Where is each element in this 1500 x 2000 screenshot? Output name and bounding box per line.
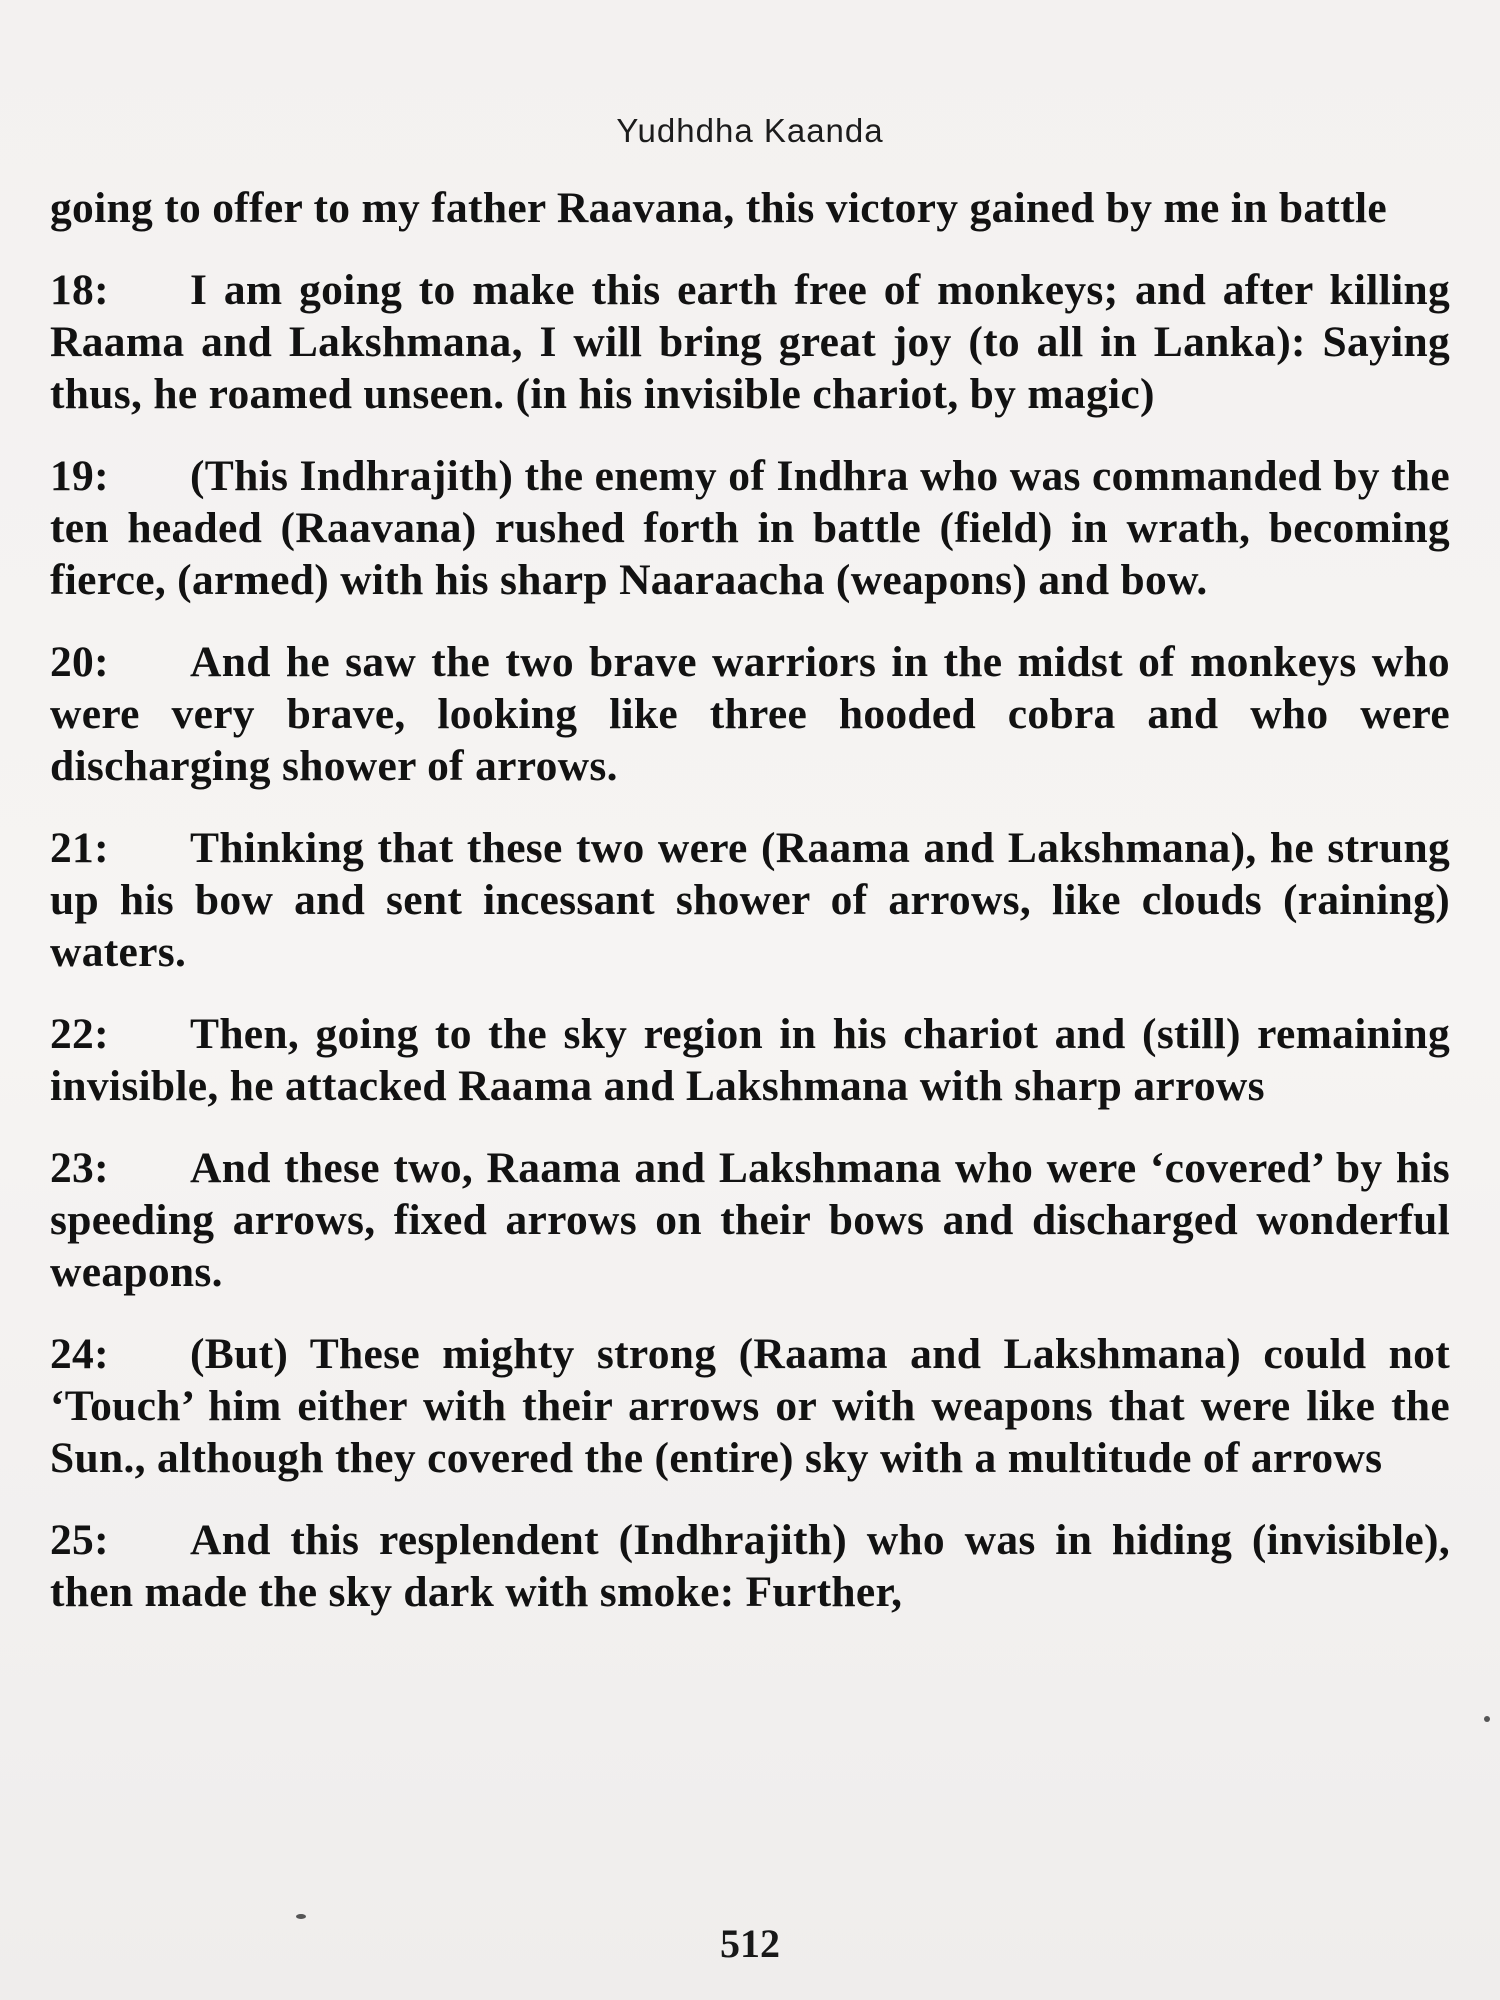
verse-24	[50, 1328, 1450, 1484]
verse-number: 21:	[50, 824, 109, 872]
verse-number: 25:	[50, 1516, 109, 1564]
paragraph-text: going to offer to my father Raavana, this victory gained by me in battle	[50, 184, 1387, 232]
verse-number: 24:	[50, 1330, 109, 1378]
verse-25	[50, 1514, 1450, 1618]
verse-number: 18:	[50, 266, 109, 314]
verse-text: And these two, Raama and Lakshmana who were ‘covered’ by his speeding arrows, fixed arrows on their bows and discharged wonderful weapons.	[50, 1144, 1450, 1296]
verse-text: And he saw the two brave warriors in the midst of monkeys who were very brave, looking like three hooded cobra and who were discharging shower of arrows.	[50, 638, 1450, 790]
verse-text: I am going to make this earth free of monkeys; and after killing Raama and Lakshmana, I will bring great joy (to all in Lanka): Saying thus, he roamed unseen. (in his invisible chariot, by magic)	[50, 266, 1450, 418]
verse-text: And this resplendent (Indhrajith) who was in hiding (invisible), then made the sky dark with smoke: Further,	[50, 1516, 1450, 1616]
verse-text: Thinking that these two were (Raama and Lakshmana), he strung up his bow and sent incessant shower of arrows, like clouds (raining) waters.	[50, 824, 1450, 976]
verse-number: 22:	[50, 1010, 109, 1058]
verse-18	[50, 264, 1450, 420]
verse-number: 19:	[50, 452, 109, 500]
verse-text: (But) These mighty strong (Raama and Lakshmana) could not ‘Touch’ him either with their arrows or with weapons that were like the Sun., although they covered the (entire) sky with a multitude of arrows	[50, 1330, 1450, 1482]
ink-speck	[1484, 1716, 1490, 1722]
verse-23	[50, 1142, 1450, 1298]
page-number: 512	[720, 1921, 780, 1966]
running-header: Yudhdha Kaanda	[616, 112, 884, 149]
paragraph-continuation	[50, 182, 1450, 234]
verse-text: Then, going to the sky region in his chariot and (still) remaining invisible, he attacked Raama and Lakshmana with sharp arrows	[50, 1010, 1450, 1110]
verse-21	[50, 822, 1450, 978]
verse-text: (This Indhrajith) the enemy of Indhra who was commanded by the ten headed (Raavana) rushed forth in battle (field) in wrath, becoming fierce, (armed) with his sharp Naaraacha (weapons) and bow.	[50, 452, 1450, 604]
verse-number: 23:	[50, 1144, 109, 1192]
ink-speck	[296, 1914, 306, 1919]
verse-19	[50, 450, 1450, 606]
page-body	[50, 182, 1450, 1618]
verse-number: 20:	[50, 638, 109, 686]
verse-20	[50, 636, 1450, 792]
verse-22	[50, 1008, 1450, 1112]
